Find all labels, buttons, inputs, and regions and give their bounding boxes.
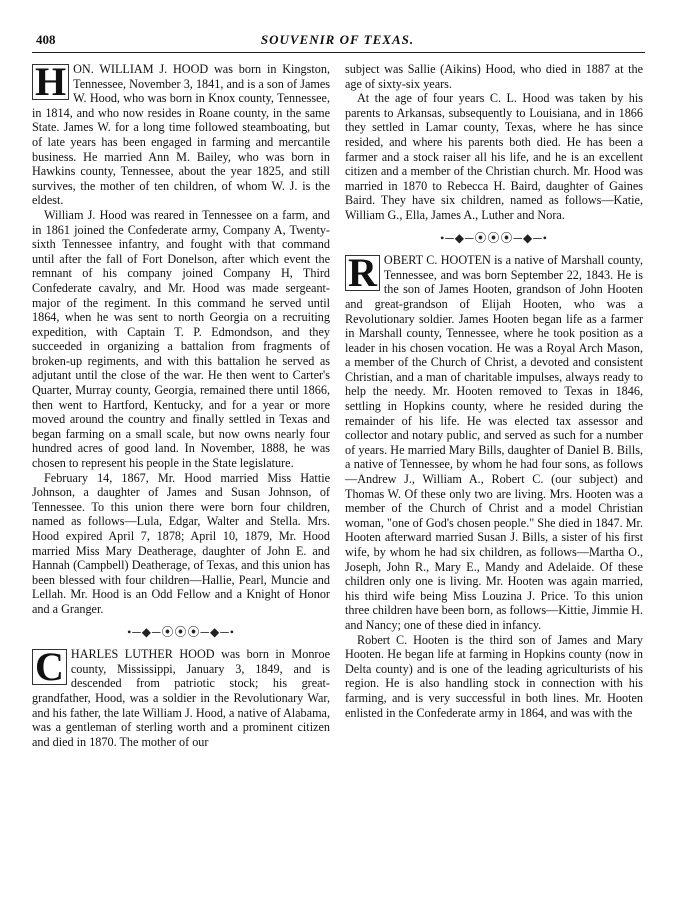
header-rule (32, 52, 645, 53)
drop-cap-r: R (345, 255, 380, 291)
running-title: SOUVENIR OF TEXAS. (260, 32, 415, 47)
hooten-text-1: OBERT C. HOOTEN is a native of Marshall county, Tennessee, and was born September 22, 1843. He is the son of James Hooten, grandson of John Hooten and great-grandson of Elijah Hooten, who was a Revolutionary soldier. James Hooten began life as a farmer in Marshall county, Tennessee, where he took position as a leader in his chosen vocation. He was a Royal Arch Mason, a member of the Church of Christ, a devoted and consistent Christian, and a man of charitable impulses, always ready to help the needy. Mr. Hooten removed to Texas in 1846, settling in Hopkins county, where he resided during the remainder of his life. He was elected tax assessor and collector and notary public, and served as such for a number of years. He married Mary Bills, daughter of Daniel B. Bills, a native of Tennessee, by whom he had four sons, as follows—Andrew J., William A., Robert C. (our subject) and Thomas W. Of these only two are living. Mrs. Hooten was a member of the Church of Christ and a model Christian woman, "one of God's chosen people." She died in 1847. Mr. Hooten afterward married Susan J. Bills, a sister of his first wife, by whom he had six children, as follows—Martha O., Joseph, John R., Mary E., Mandy and Adelaide. Of these children only one is living. Mr. Hooten was again married, his third wife being Miss Louzina J. Price. To this union three children have been born, as follows—Kittie, Jimmie H. and Nancy; one of these died in infancy. (345, 253, 643, 632)
section-ornament: •─◆─⦿⦿⦿─◆─• (127, 624, 235, 639)
drop-cap-c: C (32, 649, 67, 685)
charles-paragraph-1-continued: subject was Sallie (Aikins) Hood, who died in 1887 at the age of sixty-six years. (345, 62, 643, 91)
drop-cap-h: H (32, 64, 69, 100)
page-header (24, 32, 651, 52)
hood-text-1: ON. WILLIAM J. HOOD was born in Kingston, Tennessee, November 3, 1841, and is a son of James W. Hood, who was born in Knox county, Tennessee, in 1814, and who now resides in Roane county, in the same State. James W. for a long time followed steamboating, but of late years has been engaged in farming and mercantile business. He married Ann M. Bailey, who was born in Hawkins county, Tennessee, about the year 1825, and still survives, the mother of ten children, of whom W. J. is the eldest. (32, 62, 330, 208)
hooten-paragraph-2: Robert C. Hooten is the third son of James and Mary Hooten. He began life at farming in Hopkins county (now in Delta county) and is one of the leading agriculturists of his region. He is also handling stock in connection with his farming, and is very successful in both lines. Mr. Hooten enlisted in the Confederate army in 1864, and was with the (345, 632, 643, 720)
page-number: 408 (36, 32, 56, 47)
right-column (345, 62, 643, 720)
hood-paragraph-1 (32, 59, 330, 208)
hood-paragraph-2: William J. Hood was reared in Tennessee on a farm, and in 1861 joined the Confederate army, Company A, Twenty-sixth Tennessee infantry, and fought with that command until after the fall of Fort Donelson, after which event the remnant of his company joined Company H, Third Confederate cavalry, and Mr. Hood was made sergeant-major of the regiment. In this command he served until 1864, when he was sent to north Georgia on a recruiting expedition, with Captain T. P. Edmondson, and they succeeded in organizing a battalion from fragments of broken-up regiments, and with this battalion he served as adjutant until the close of the war. He then went to Carter's Quarter, Murray county, Georgia, remained there until 1866, then went to Hartford, Kentucky, and for a year or more moved around the country and finally settled in Texas and began farming on a small scale, but now owns nearly four hundred acres of good land. In November, 1888, he was chosen to represent his people in the State legislature. (32, 207, 330, 471)
hooten-paragraph-1 (345, 250, 643, 632)
charles-text-1: HARLES LUTHER HOOD was born in Monroe county, Mississippi, January 3, 1849, and is descended from patriotic stock; his great-grandfather, Hood, was a soldier in the Revolutionary War, and his father, the late William J. Hood, a native of Alabama, was a gentleman of sterling worth and a prominent citizen and died in 1870. The mother of our (32, 647, 330, 749)
charles-paragraph-1 (32, 644, 330, 749)
left-column (32, 59, 330, 749)
hood-paragraph-3: February 14, 1867, Mr. Hood married Miss Hattie Johnson, a daughter of James and Susan Johnson, of Tennessee. To this union there were born four children, named as follows—Lula, Edgar, Walter and Stella. Mrs. Hood expired April 7, 1878; April 10, 1879, Mr. Hood married Miss Mary Deatherage, daughter of John E. and Hannah (Campbell) Deatherage, of Texas, and this union has been blessed with four children—Hallie, Pearl, Muncie and Lellah. Mr. Hood is an Odd Fellow and a Knight of Honor and a Granger. (32, 470, 330, 616)
section-ornament: •─◆─⦿⦿⦿─◆─• (440, 230, 548, 245)
charles-paragraph-2: At the age of four years C. L. Hood was taken by his parents to Arkansas, subsequently to Louisiana, and in 1866 they settled in Lamar county, Texas, where he has since resided, and where his parents both died. He has been a farmer and a stock raiser all his life, and he is an excellent citizen and a member of the Christian church. Mr. Hood was married in 1870 to Rebecca H. Baird, daughter of Gaines Baird. They have six children, named as follows—Katie, William G., Ella, James A., Luther and Nora. (345, 91, 643, 222)
